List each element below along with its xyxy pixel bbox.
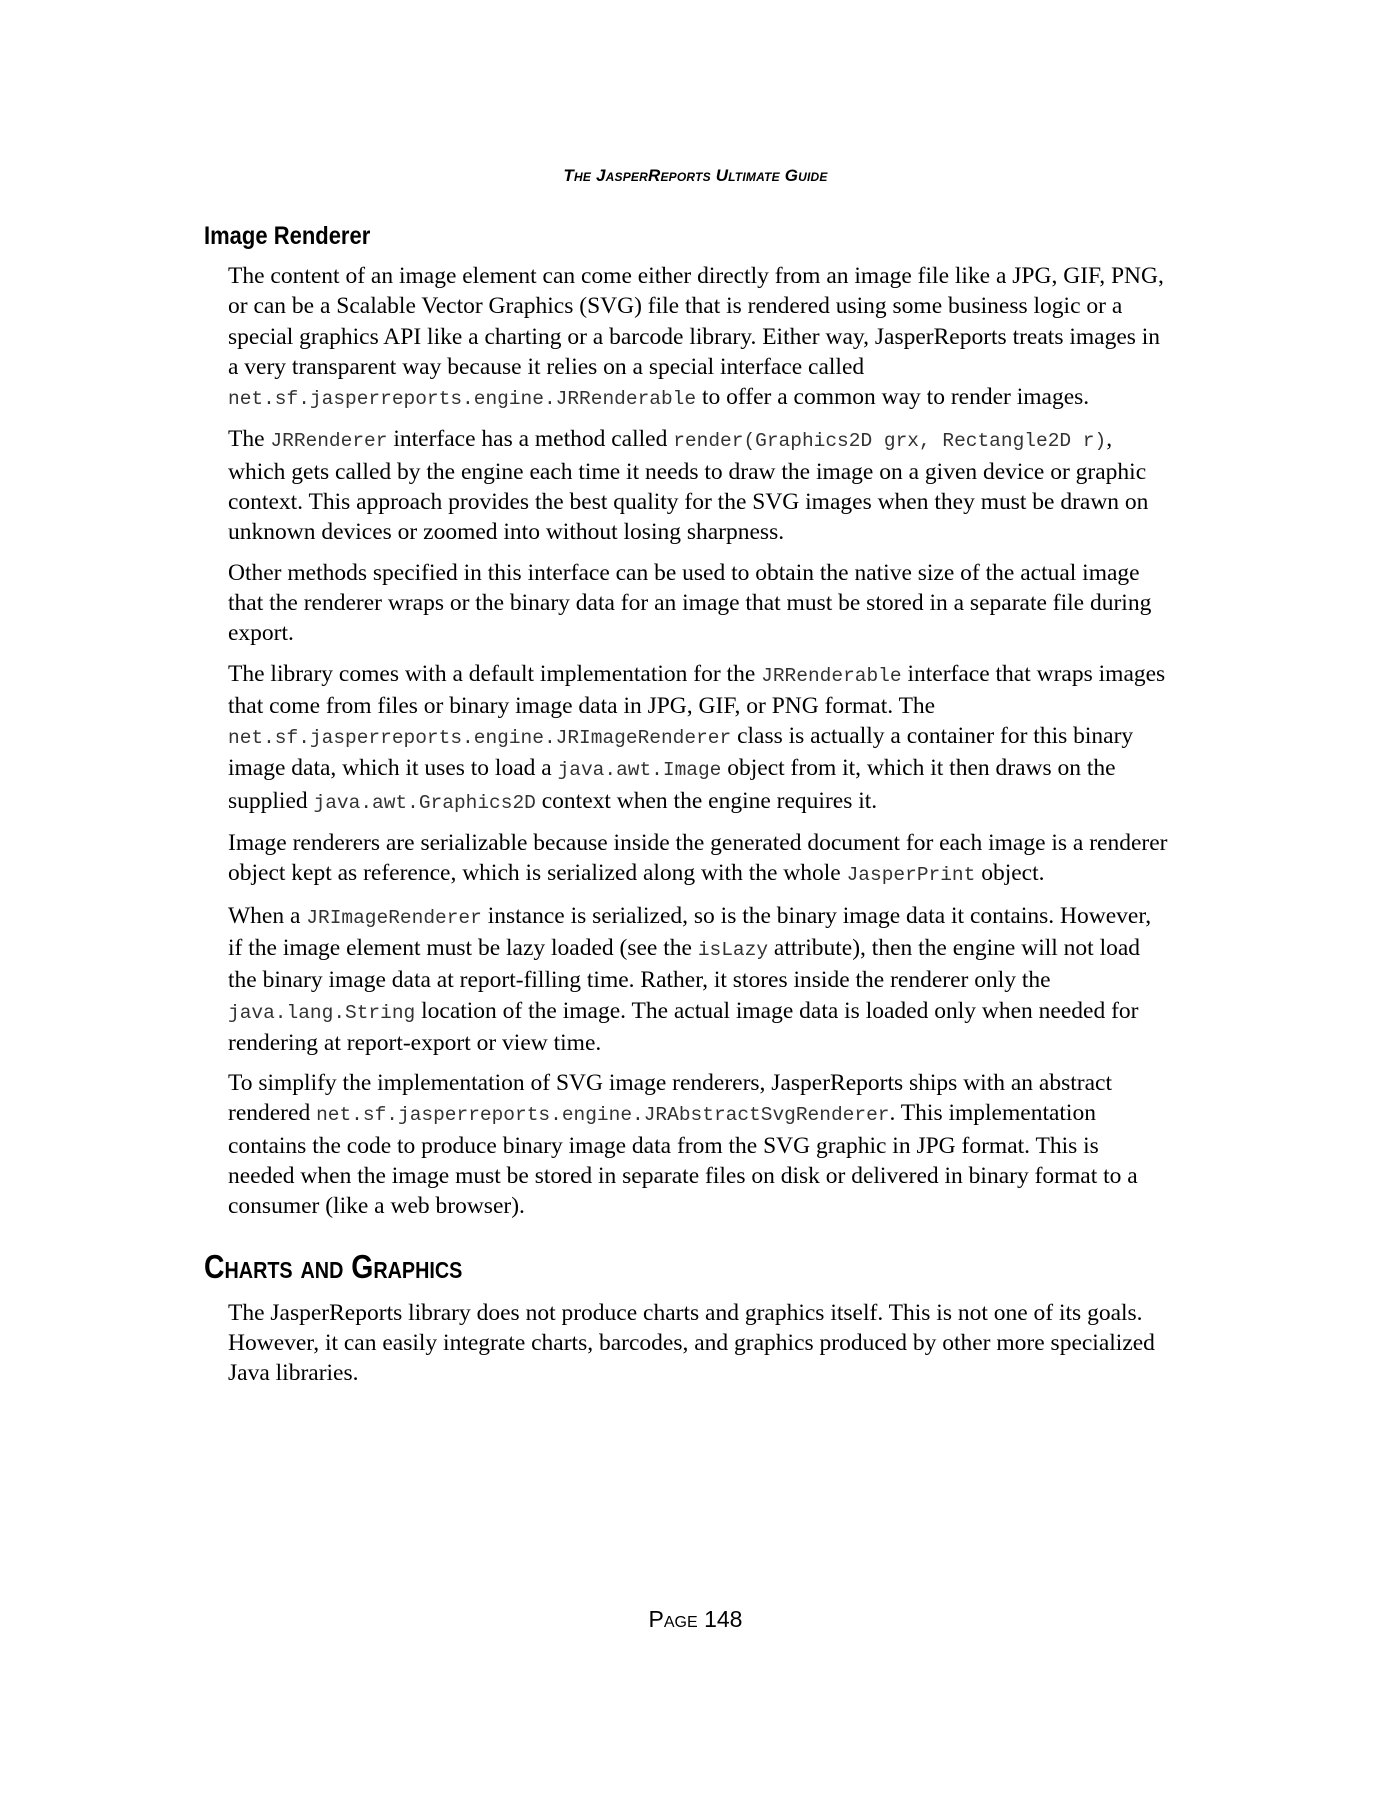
running-header: The JasperReports Ultimate Guide xyxy=(563,166,828,185)
code-java-awt-image: java.awt.Image xyxy=(557,759,722,782)
text-run: instance is serialized, so is the binary image data it contains. However, if the image element must be lazy loaded (see the xyxy=(228,902,1152,961)
text-run: Image renderers are serializable because inside the generated document for each image is a renderer object kept as reference, which is serialized along with the whole xyxy=(228,830,1168,887)
text-run: interface that wraps images that come from files or binary image data in JPG, GIF, or PNG format. The xyxy=(228,660,1166,719)
code-jrimagerenderer-fqcn: net.sf.jasperreports.engine.JRImageRenderer xyxy=(228,727,732,750)
code-render-signature: render(Graphics2D grx, Rectangle2D r) xyxy=(673,430,1107,453)
paragraph-intro xyxy=(228,261,1168,414)
chapter-title: Charts and Graphics xyxy=(204,1247,463,1285)
text-run: class is actually a container for this binary image data, which it uses to load a xyxy=(228,723,1134,782)
code-java-lang-string: java.lang.String xyxy=(228,1001,416,1024)
code-jrimagerenderer: JRImageRenderer xyxy=(306,906,482,929)
text-run: . This implementation contains the code to produce binary image data from the SVG graphic in JPG format. This is needed when the image must be stored in separate files on disk or delivered in binary format to a consumer (like a web browser). xyxy=(228,1100,1138,1220)
text-run: context when the engine requires it. xyxy=(535,787,878,814)
text-run: The JasperReports library does not produce charts and graphics itself. This is not one of its goals. However, it can easily integrate charts, barcodes, and graphics produced by other more specialized Java libraries. xyxy=(228,1299,1155,1387)
paragraph-render-method xyxy=(228,424,1168,547)
paragraph-default-implementation xyxy=(228,659,1168,818)
paragraph-charts-intro xyxy=(228,1298,1168,1389)
text-run: object. xyxy=(975,860,1045,887)
text-run: , which gets called by the engine each time it needs to draw the image on a given device or graphic context. This approach provides the best quality for the SVG images when they must be drawn on unknown devices or zoomed into without losing sharpness. xyxy=(228,426,1149,546)
text-run: attribute), then the engine will not load the binary image data at report-filling time. Rather, it stores inside the renderer only the xyxy=(228,934,1141,994)
text-run: The xyxy=(228,426,271,453)
page-number: Page 148 xyxy=(648,1606,743,1632)
code-jrabstractsvgrenderer: net.sf.jasperreports.engine.JRAbstractSvgRenderer xyxy=(316,1104,890,1127)
code-jrrenderer: JRRenderer xyxy=(270,430,388,453)
paragraph-serializable xyxy=(228,828,1168,891)
paragraph-svg-renderer xyxy=(228,1068,1168,1221)
text-run: When a xyxy=(228,902,307,929)
text-run: object from it, which it then draws on the supplied xyxy=(228,755,1116,814)
text-run: The content of an image element can come either directly from an image file like a JPG, GIF, PNG, or can be a Scalable Vector Graphics (SVG) file that is rendered using some business logic or a special graphics API like a charting or a barcode library. Either way, JasperReports treats images in a very transparent way because it relies on a special interface called xyxy=(228,263,1164,380)
code-jasperprint: JasperPrint xyxy=(846,864,976,887)
paragraph-lazy-loading xyxy=(228,901,1168,1058)
text-run: location of the image. The actual image data is loaded only when needed for rendering at report-export or view time. xyxy=(228,997,1139,1056)
code-jrrenderable: JRRenderable xyxy=(761,664,902,687)
text-run: To simplify the implementation of SVG image renderers, JasperReports ships with an abstract rendered xyxy=(228,1070,1112,1127)
text-run: The library comes with a default implementation for the xyxy=(228,660,762,687)
text-run: Other methods specified in this interface can be used to obtain the native size of the actual image that the renderer wraps or the binary data for an image that must be stored in a separate file during export. xyxy=(228,559,1152,647)
code-java-awt-graphics2d: java.awt.Graphics2D xyxy=(313,791,536,814)
page-content xyxy=(204,222,1168,1399)
section-title: Image Renderer xyxy=(204,222,371,250)
code-jrrenderable-fqcn: net.sf.jasperreports.engine.JRRenderable xyxy=(228,388,697,411)
text-run: to offer a common way to render images. xyxy=(696,384,1090,411)
paragraph-other-methods xyxy=(228,558,1168,649)
text-run: interface has a method called xyxy=(387,426,674,453)
code-islazy: isLazy xyxy=(697,938,769,961)
